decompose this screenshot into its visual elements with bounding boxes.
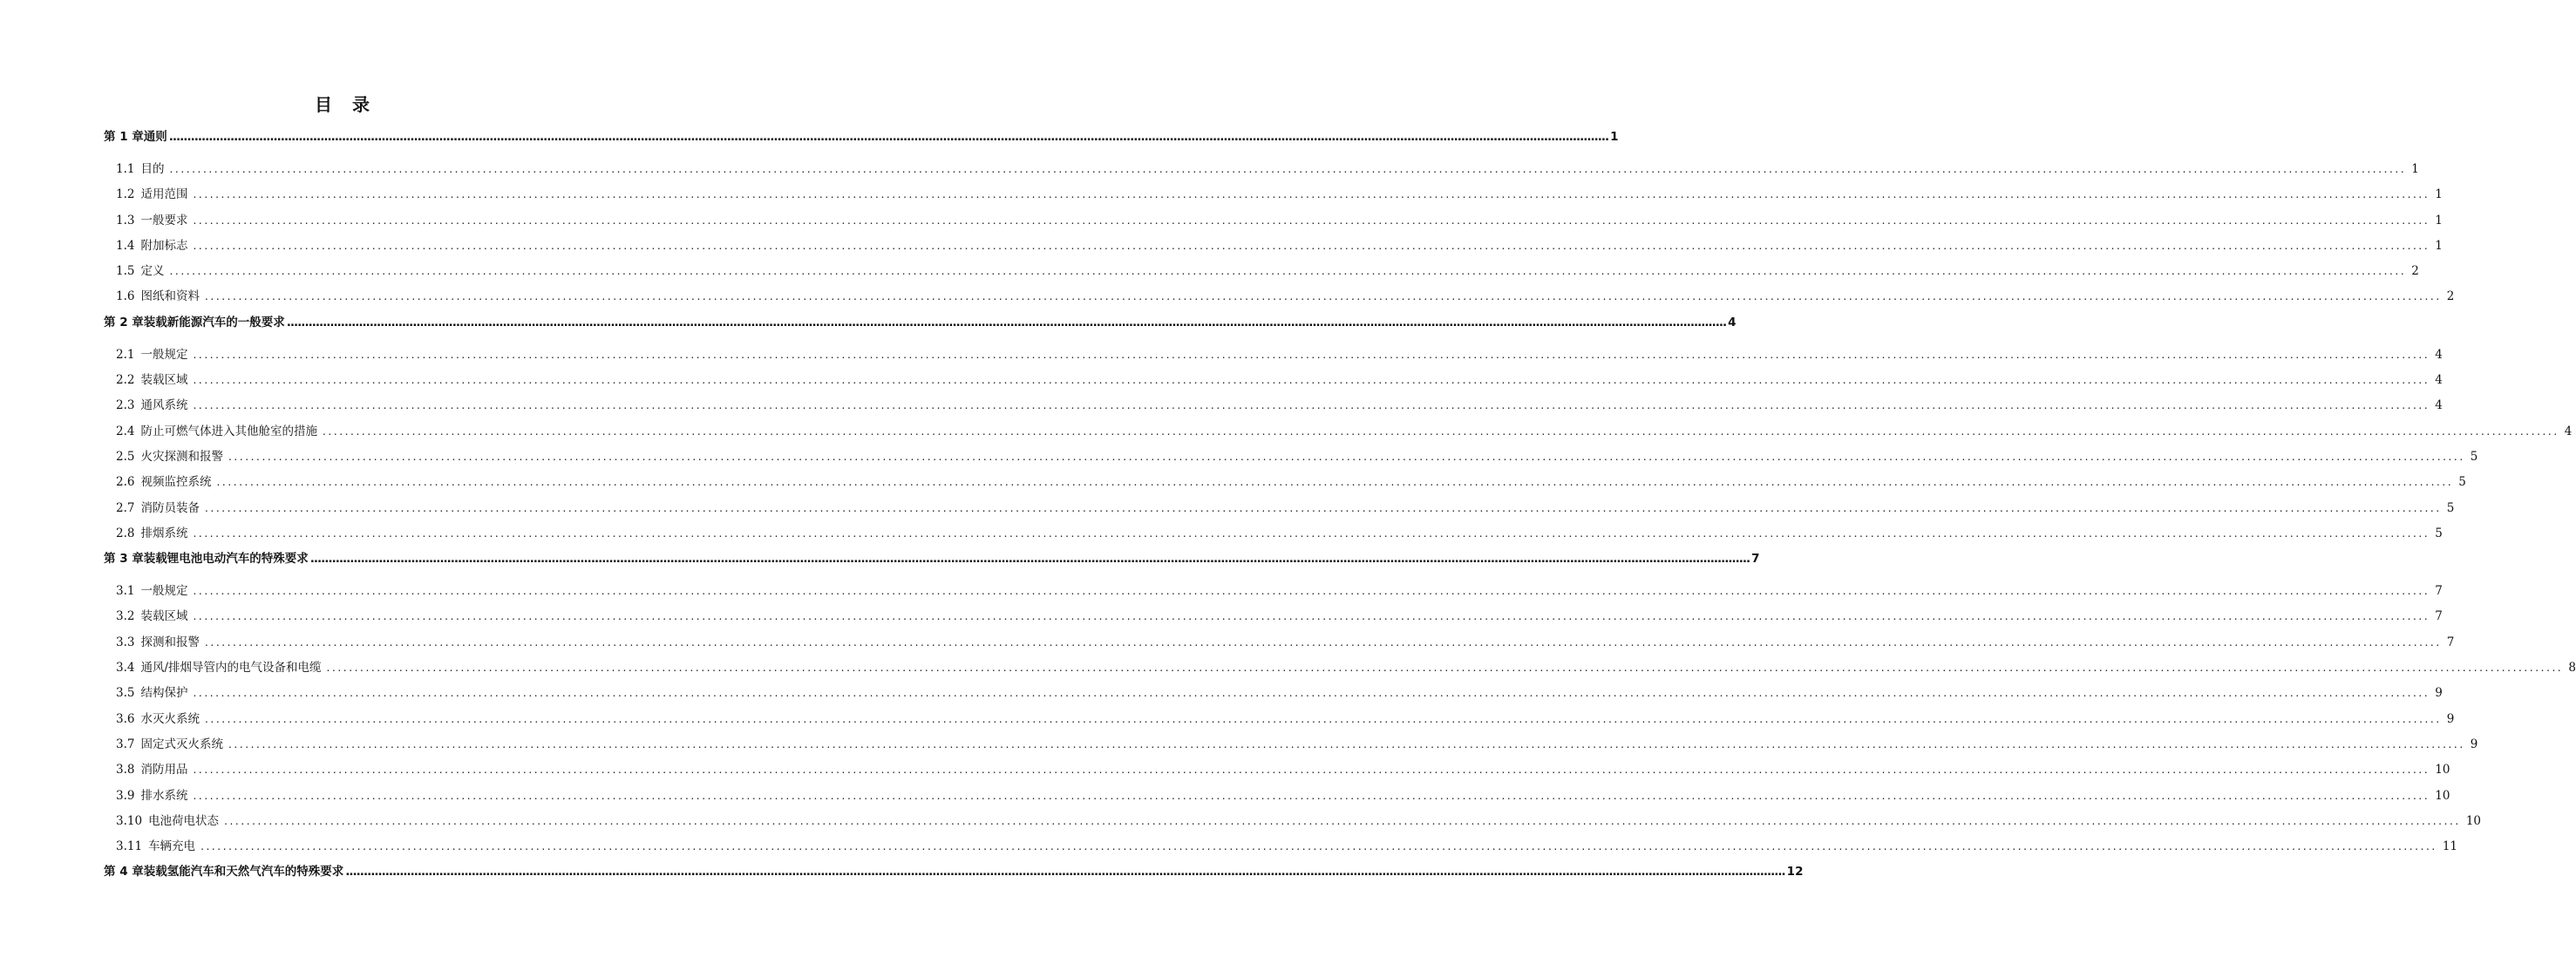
toc-entry-title: 适用范围	[140, 187, 188, 202]
toc-entry-number: 3.2	[116, 609, 135, 624]
toc-section-entry[interactable]	[104, 784, 2450, 809]
toc-entry-number: 1.3	[116, 213, 135, 228]
toc-page-number: 5	[2458, 475, 2466, 490]
toc-section-entry[interactable]	[104, 182, 2443, 207]
dot-leader: ................................................................................................................................................................................................................................................................................................................................................................................................................	[168, 130, 1609, 144]
toc-entry-title: 图纸和资料	[140, 289, 200, 304]
toc-page-number: 9	[2446, 711, 2455, 726]
toc-entry-number: 3.3	[116, 635, 135, 649]
dot-leader: ................................................................................................................................................................................................................................................................................................................................................................................................................	[204, 635, 2442, 649]
dot-leader: ................................................................................................................................................................................................................................................................................................................................................................................................................	[228, 450, 2465, 463]
toc-entry-number: 3.5	[116, 686, 135, 701]
toc-section-entry[interactable]	[104, 284, 2455, 309]
dot-leader: ................................................................................................................................................................................................................................................................................................................................................................................................................	[193, 585, 2430, 598]
toc-page-number: 5	[2470, 449, 2478, 464]
toc-entry-title: 装载区域	[140, 373, 188, 388]
toc-page-number: 9	[2435, 686, 2443, 701]
toc-page-number: 9	[2470, 737, 2478, 751]
dot-leader: ................................................................................................................................................................................................................................................................................................................................................................................................................	[201, 840, 2437, 853]
toc-section-entry[interactable]	[104, 732, 2478, 757]
toc-entry-title: 附加标志	[140, 238, 188, 253]
toc-entry-number: 3.4	[116, 661, 135, 676]
toc-section-entry[interactable]	[104, 521, 2443, 547]
toc-entry-title: 排烟系统	[140, 526, 188, 540]
dot-leader: ................................................................................................................................................................................................................................................................................................................................................................................................................	[224, 814, 2461, 827]
toc-chapter-entry[interactable]	[104, 125, 1619, 150]
toc-page-number: 10	[2435, 788, 2450, 803]
toc-page-number: 7	[2435, 609, 2443, 624]
toc-page-number: 11	[2442, 839, 2458, 854]
toc-section-entry[interactable]	[104, 368, 2443, 393]
toc-entry-number: 3.8	[116, 763, 135, 778]
toc-entry-number: 1.5	[116, 264, 135, 279]
toc-entry-number: 3.10	[116, 813, 143, 828]
toc-entry-number: 3.1	[116, 584, 135, 599]
toc-entry-title: 第 4 章装载氢能汽车和天然气汽车的特殊要求	[104, 865, 344, 880]
toc-entry-title: 固定式灭火系统	[140, 737, 223, 751]
toc-section-entry[interactable]	[104, 579, 2443, 604]
toc-entry-title: 电池荷电状态	[148, 813, 220, 828]
toc-section-entry[interactable]	[104, 809, 2482, 834]
dot-leader: ................................................................................................................................................................................................................................................................................................................................................................................................................	[169, 265, 2407, 278]
toc-entry-number: 1.6	[116, 289, 135, 304]
toc-entry-title: 目的	[140, 162, 165, 176]
toc-entry-title: 排水系统	[140, 788, 188, 803]
dot-leader: ................................................................................................................................................................................................................................................................................................................................................................................................................	[193, 399, 2430, 412]
toc-page-number: 1	[2411, 162, 2419, 176]
toc-entry-title: 定义	[140, 264, 165, 279]
toc-entry-title: 第 3 章装载锂电池电动汽车的特殊要求	[104, 552, 309, 567]
toc-entry-title: 通风/排烟导管内的电气设备和电缆	[140, 661, 322, 676]
dot-leader: ................................................................................................................................................................................................................................................................................................................................................................................................................	[193, 348, 2430, 361]
toc-entry-number: 3.11	[116, 839, 143, 854]
toc-entry-number: 3.6	[116, 711, 135, 726]
toc-entry-title: 火灾探测和报警	[140, 449, 223, 464]
toc-section-entry[interactable]	[104, 157, 2419, 182]
toc-section-entry[interactable]	[104, 393, 2443, 418]
page-title: 目 录	[315, 94, 377, 115]
toc-entry-title: 一般规定	[140, 584, 188, 599]
toc-page-number: 7	[1751, 552, 1760, 567]
toc-section-entry[interactable]	[104, 834, 2458, 859]
toc-entry-title: 车辆充电	[148, 839, 196, 854]
toc-page-number: 5	[2435, 526, 2443, 540]
toc-page-number: 4	[2435, 398, 2443, 413]
dot-leader: ................................................................................................................................................................................................................................................................................................................................................................................................................	[193, 610, 2430, 623]
dot-leader: ................................................................................................................................................................................................................................................................................................................................................................................................................	[228, 737, 2465, 750]
toc-page-number: 1	[2435, 187, 2443, 202]
toc-page-number: 10	[2465, 813, 2482, 828]
toc-entry-title: 通风系统	[140, 398, 188, 413]
toc-entry-number: 2.4	[116, 424, 135, 438]
toc-entry-title: 第 1 章通则	[104, 130, 167, 144]
dot-leader: ................................................................................................................................................................................................................................................................................................................................................................................................................	[193, 526, 2430, 540]
toc-section-entry[interactable]	[104, 419, 2573, 445]
toc-entry-number: 2.2	[116, 373, 135, 388]
toc-entry-title: 一般要求	[140, 213, 188, 228]
toc-entry-number: 2.3	[116, 398, 135, 413]
toc-page-number: 1	[2435, 213, 2443, 228]
toc-entry-number: 3.9	[116, 788, 135, 803]
table-of-contents	[104, 125, 2576, 885]
toc-entry-number: 3.7	[116, 737, 135, 751]
toc-page-number: 4	[1728, 315, 1737, 329]
toc-entry-number: 1.2	[116, 187, 135, 202]
dot-leader: ................................................................................................................................................................................................................................................................................................................................................................................................................	[326, 662, 2564, 675]
toc-page-number: 7	[2435, 584, 2443, 599]
toc-page-number: 12	[1786, 865, 1804, 880]
toc-entry-title: 水灭火系统	[140, 711, 200, 726]
toc-entry-title: 一般规定	[140, 347, 188, 362]
toc-entry-title: 结构保护	[140, 686, 188, 701]
toc-page-number: 4	[2435, 347, 2443, 362]
dot-leader: ................................................................................................................................................................................................................................................................................................................................................................................................................	[204, 290, 2442, 303]
toc-entry-title: 探测和报警	[140, 635, 200, 649]
toc-section-entry[interactable]	[104, 757, 2450, 783]
toc-entry-number: 2.7	[116, 500, 135, 515]
toc-entry-number: 2.5	[116, 449, 135, 464]
toc-entry-title: 装载区域	[140, 609, 188, 624]
dot-leader: ................................................................................................................................................................................................................................................................................................................................................................................................................	[169, 163, 2407, 175]
toc-section-entry[interactable]	[104, 470, 2466, 495]
toc-page-number: 1	[1610, 130, 1619, 144]
toc-page-number: 10	[2435, 763, 2450, 778]
toc-page-number: 8	[2568, 661, 2576, 676]
toc-page-number: 5	[2446, 500, 2455, 515]
toc-chapter-entry[interactable]	[104, 310, 1737, 336]
toc-chapter-entry[interactable]	[104, 859, 1804, 885]
dot-leader: ................................................................................................................................................................................................................................................................................................................................................................................................................	[193, 764, 2430, 777]
dot-leader: ................................................................................................................................................................................................................................................................................................................................................................................................................	[345, 865, 1785, 880]
toc-page-number: 1	[2435, 238, 2443, 253]
dot-leader: ................................................................................................................................................................................................................................................................................................................................................................................................................	[286, 315, 1727, 329]
dot-leader: ................................................................................................................................................................................................................................................................................................................................................................................................................	[193, 789, 2430, 802]
dot-leader: ................................................................................................................................................................................................................................................................................................................................................................................................................	[193, 214, 2430, 227]
toc-page-number: 2	[2411, 264, 2419, 279]
toc-section-entry[interactable]	[104, 496, 2455, 521]
toc-section-entry[interactable]	[104, 208, 2443, 234]
toc-section-entry[interactable]	[104, 234, 2443, 259]
toc-entry-title: 防止可燃气体进入其他舱室的措施	[140, 424, 317, 438]
dot-leader: ................................................................................................................................................................................................................................................................................................................................................................................................................	[193, 687, 2430, 700]
toc-section-entry[interactable]	[104, 604, 2443, 629]
dot-leader: ................................................................................................................................................................................................................................................................................................................................................................................................................	[309, 552, 1750, 567]
toc-entry-number: 2.1	[116, 347, 135, 362]
toc-entry-number: 2.8	[116, 526, 135, 540]
dot-leader: ................................................................................................................................................................................................................................................................................................................................................................................................................	[193, 188, 2430, 201]
dot-leader: ................................................................................................................................................................................................................................................................................................................................................................................................................	[322, 424, 2559, 438]
toc-entry-title: 视频监控系统	[140, 475, 212, 490]
toc-entry-title: 消防用品	[140, 763, 188, 778]
toc-section-entry[interactable]	[104, 630, 2455, 655]
toc-section-entry[interactable]	[104, 259, 2419, 284]
toc-page-number: 4	[2435, 373, 2443, 388]
dot-leader: ................................................................................................................................................................................................................................................................................................................................................................................................................	[193, 239, 2430, 252]
toc-page-number: 7	[2446, 635, 2455, 649]
toc-entry-number: 2.6	[116, 475, 135, 490]
toc-entry-number: 1.4	[116, 238, 135, 253]
toc-section-entry[interactable]	[104, 445, 2478, 470]
dot-leader: ................................................................................................................................................................................................................................................................................................................................................................................................................	[204, 712, 2442, 725]
toc-section-entry[interactable]	[104, 681, 2443, 706]
dot-leader: ................................................................................................................................................................................................................................................................................................................................................................................................................	[216, 476, 2454, 489]
toc-page-number: 4	[2564, 424, 2573, 438]
toc-section-entry[interactable]	[104, 343, 2443, 368]
toc-section-entry[interactable]	[104, 655, 2576, 681]
toc-page-number: 2	[2446, 289, 2455, 304]
toc-section-entry[interactable]	[104, 707, 2455, 732]
dot-leader: ................................................................................................................................................................................................................................................................................................................................................................................................................	[193, 374, 2430, 387]
toc-entry-title: 第 2 章装载新能源汽车的一般要求	[104, 315, 285, 329]
toc-entry-title: 消防员装备	[140, 500, 200, 515]
toc-chapter-entry[interactable]	[104, 547, 1760, 572]
dot-leader: ................................................................................................................................................................................................................................................................................................................................................................................................................	[204, 501, 2442, 514]
toc-entry-number: 1.1	[116, 162, 135, 176]
